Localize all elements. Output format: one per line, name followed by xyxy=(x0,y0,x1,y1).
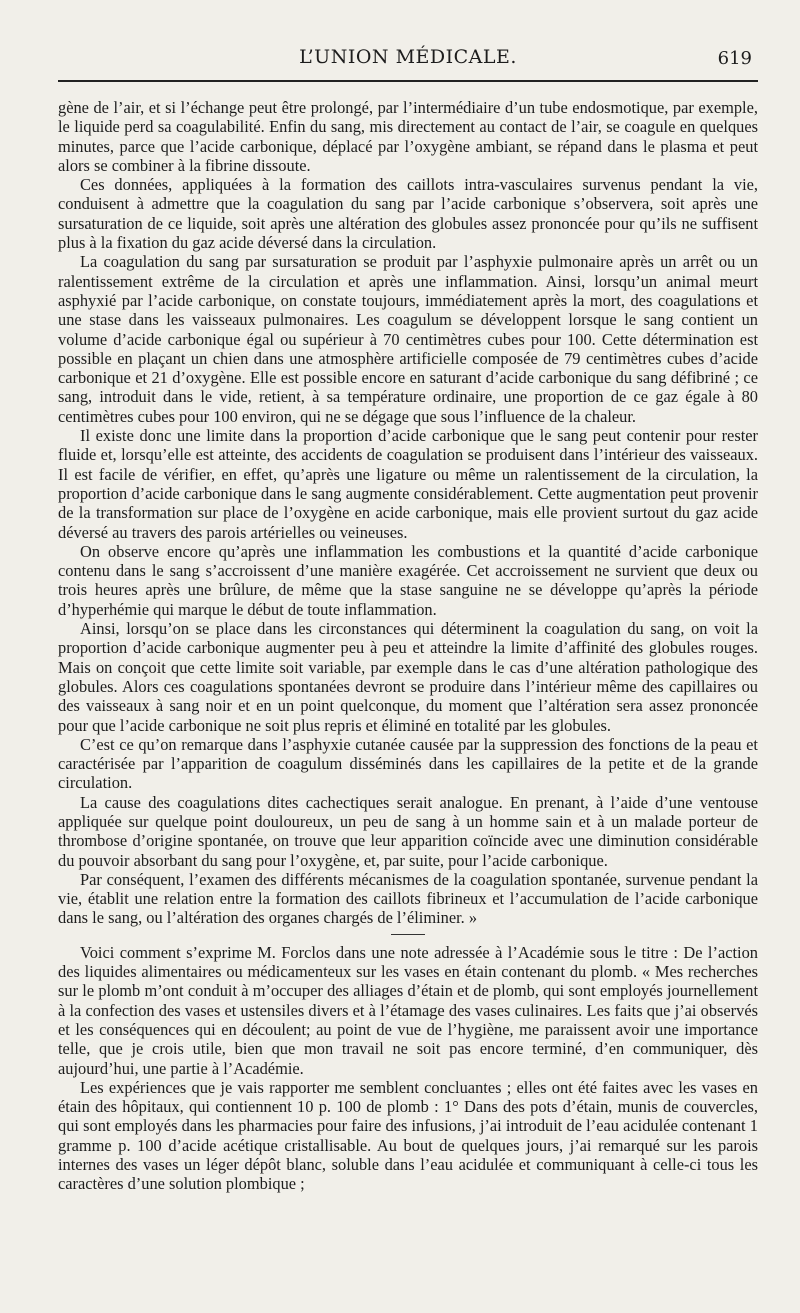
paragraph: gène de l’air, et si l’échange peut être prolongé, par l’intermédiaire d’un tube endosmotique, par exemple, le liquide perd sa coagulabilité. Enfin du sang, mis directement au contact de l’air, se coagule en quelques minutes, parce que l’acide carbonique, déplacé par l’oxygène ambiant, se répand dans le plasma et peut alors se combiner à la fibrine dissoute. xyxy=(58,98,758,175)
paragraph: Ces données, appliquées à la formation des caillots intra-vasculaires survenus pendant la vie, conduisent à admettre que la coagulation du sang par l’acide carbonique s’observera, soit après une sursaturation de ce liquide, soit après une altération des globules assez prononcée pour qu’ils ne suffisent plus à la fixation du gaz acide déversé dans la circulation. xyxy=(58,175,758,253)
section-separator xyxy=(391,934,425,935)
running-title: L’UNION MÉDICALE. xyxy=(299,46,517,68)
paragraph: Les expériences que je vais rapporter me semblent concluantes ; elles ont été faites avec les vases en étain des hôpitaux, qui contiennent 10 p. 100 de plomb : 1° Dans des pots d’étain, munis de couvercles, qui sont employés dans les pharmacies pour faire des infusions, j’ai introduit de l’eau acidulée contenant 1 gramme p. 100 d’acide acétique cristallisable. Au bout de quelques jours, j’ai remarqué sur les parois internes des vases un léger dépôt blanc, soluble dans l’eau acidulée et communiquant à celle-ci tous les caractères d’une solution plombique ; xyxy=(58,1077,758,1194)
paragraph: La coagulation du sang par sursaturation se produit par l’asphyxie pulmonaire après un arrêt ou un ralentissement extrême de la circulation et après une inflammation. Ainsi, lorsqu’un animal meurt asphyxié par l’acide carbonique, on constate toujours, immédiatement après la mort, des coagulations et une stase dans les vaisseaux pulmonaires. Les coagulum se développent lorsque le sang contient un volume d’acide carbonique égal ou supérieur à 70 centimètres cubes pour 100. Cette détermination est possible en plaçant un chien dans une atmosphère artificielle composée de 79 centimètres cubes d’acide carbonique et 21 d’oxygène. Elle est possible encore en saturant d’acide carbonique du sang défibriné ; ce sang, introduit dans le vide, retient, à sa température ordinaire, une proportion de ce gaz égale à 80 centimètres cubes pour 100 environ, qui ne se dégage que sous l’influence de la chaleur. xyxy=(58,252,758,426)
page-number: 619 xyxy=(717,48,752,69)
page-header xyxy=(58,46,758,86)
header-rule xyxy=(58,80,758,82)
article-body xyxy=(58,98,758,1194)
paragraph: Ainsi, lorsqu’on se place dans les circonstances qui déterminent la coagulation du sang, on voit la proportion d’acide carbonique augmenter peu à peu et atteindre la limite d’affinité des globules rouges. Mais on conçoit que cette limite soit variable, par exemple dans le cas d’une altération pathologique des globules. Alors ces coagulations spontanées devront se produire dans l’intérieur même des capillaires ou des vaisseaux à sang noir et en un point quelconque, du moment que l’altération sera assez prononcée pour que l’acide carbonique ne soit plus repris et éliminé en totalité par les globules. xyxy=(58,619,758,735)
paragraph: Par conséquent, l’examen des différents mécanismes de la coagulation spontanée, survenue pendant la vie, établit une relation entre la formation des caillots fibrineux et l’accumulation de l’acide carbonique dans le sang, ou l’altération des organes chargés de l’éliminer. » xyxy=(58,869,758,928)
paragraph: Voici comment s’exprime M. Forclos dans une note adressée à l’Académie sous le titre : De l’action des liquides alimentaires ou médicamenteux sur les vases en étain contenant du plomb. « Mes recherches sur le plomb m’ont conduit à m’occuper des alliages d’étain et de plomb, qui sont employés journellement à la confection des vases et ustensiles divers et à l’étamage des vases culinaires. Les faits que j’ai observés et les conséquences qui en découlent; au point de vue de l’hygiène, me paraissent avoir une importance telle, que je crois utile, bien que mon travail ne soit pas encore terminé, d’en communiquer, dès aujourd’hui, une partie à l’Académie. xyxy=(58,942,758,1078)
paragraph: C’est ce qu’on remarque dans l’asphyxie cutanée causée par la suppression des fonctions de la peau et caractérisée par l’apparition de coagulum disséminés dans les capillaires de la petite et de la grande circulation. xyxy=(58,734,758,793)
paragraph: La cause des coagulations dites cachectiques serait analogue. En prenant, à l’aide d’une ventouse appliquée sur quelque point douloureux, un peu de sang à un homme sain et à un malade porteur de thrombose d’origine spontanée, on trouve que leur apparition coïncide avec une diminution considérable du pouvoir absorbant du sang pour l’oxygène, et, par suite, pour l’acide carbonique. xyxy=(58,792,758,870)
paragraph: Il existe donc une limite dans la proportion d’acide carbonique que le sang peut contenir pour rester fluide et, lorsqu’elle est atteinte, des accidents de coagulation se produisent dans l’intérieur des vaisseaux. Il est facile de vérifier, en effet, qu’après une ligature ou même un ralentissement de la circulation, la proportion d’acide carbonique dans le sang augmente considérablement. Cette augmentation peut provenir de la transformation sur place de l’oxygène en acide carbonique, mais elle provient surtout du gaz acide déversé au travers des parois artérielles ou veineuses. xyxy=(58,426,758,542)
paragraph: On observe encore qu’après une inflammation les combustions et la quantité d’acide carbonique contenu dans le sang s’accroissent d’une manière exagérée. Cet accroissement ne survient que deux ou trois heures après une brûlure, de même que la stase sanguine ne se développe qu’après la période d’hyperhémie qui marque le début de toute inflammation. xyxy=(58,541,758,619)
